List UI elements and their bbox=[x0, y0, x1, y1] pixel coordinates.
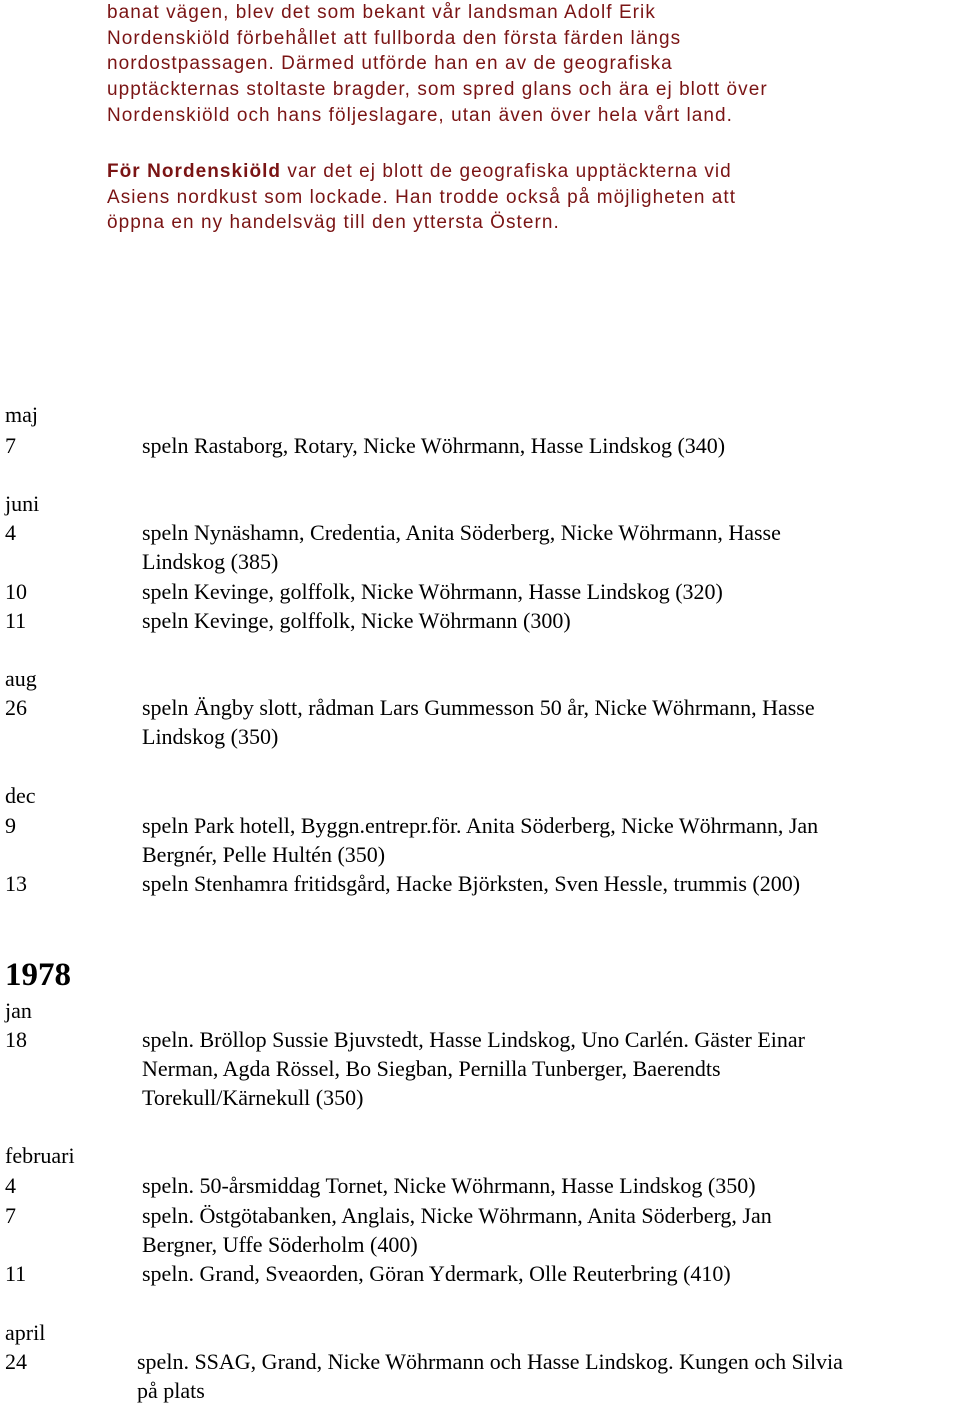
month-maj: maj bbox=[5, 402, 38, 427]
entry-day: 13 bbox=[5, 871, 27, 896]
entry-text: speln. Östgötabanken, Anglais, Nicke Wöhrmann, Anita Söderberg, Jan Bergner, Uffe Söderholm (400) bbox=[142, 1203, 772, 1258]
entry-text: speln Kevinge, golffolk, Nicke Wöhrmann, Hasse Lindskog (320) bbox=[142, 579, 723, 604]
entry-day: 11 bbox=[5, 608, 27, 633]
intro-paragraph-2 bbox=[107, 159, 952, 236]
entry-text: speln. Grand, Sveaorden, Göran Ydermark, Olle Reuterbring (410) bbox=[142, 1261, 731, 1286]
entry-day: 24 bbox=[5, 1349, 27, 1374]
entry-day: 18 bbox=[5, 1027, 27, 1052]
entry-text: speln Ängby slott, rådman Lars Gummesson 50 år, Nicke Wöhrmann, Hasse Lindskog (350) bbox=[142, 695, 815, 750]
month-juni: juni bbox=[5, 491, 40, 516]
entry-text: speln. SSAG, Grand, Nicke Wöhrmann och Hasse Lindskog. Kungen och Silvia på plats bbox=[137, 1349, 843, 1404]
entry-text: speln Park hotell, Byggn.entrepr.för. Anita Söderberg, Nicke Wöhrmann, Jan Bergnér, Pelle Hultén (350) bbox=[142, 813, 819, 868]
entry-text: speln Stenhamra fritidsgård, Hacke Björksten, Sven Hessle, trummis (200) bbox=[142, 871, 801, 896]
entry-day: 11 bbox=[5, 1261, 27, 1286]
entry-day: 10 bbox=[5, 579, 27, 604]
entry-day: 4 bbox=[5, 1173, 16, 1198]
month-februari: februari bbox=[5, 1143, 75, 1168]
month-aug: aug bbox=[5, 666, 37, 691]
entry-day: 4 bbox=[5, 520, 16, 545]
year-heading: 1978 bbox=[5, 957, 71, 993]
month-jan: jan bbox=[5, 998, 32, 1023]
entry-day: 9 bbox=[5, 813, 16, 838]
entry-day: 7 bbox=[5, 1203, 16, 1228]
entry-text: speln Kevinge, golffolk, Nicke Wöhrmann (300) bbox=[142, 608, 571, 633]
paragraph-2-rest: var det ej blott de geografiska upptäckterna vid Asiens nordkust som lockade. Han trodde också på möjligheten att öppna en ny handelsväg till den yttersta Östern. bbox=[107, 161, 737, 234]
entry-text: speln. 50-årsmiddag Tornet, Nicke Wöhrmann, Hasse Lindskog (350) bbox=[142, 1173, 756, 1198]
month-dec: dec bbox=[5, 783, 36, 808]
entry-day: 26 bbox=[5, 695, 27, 720]
entry-text: speln Rastaborg, Rotary, Nicke Wöhrmann, Hasse Lindskog (340) bbox=[142, 433, 726, 458]
nordenskiold-bold: För Nordenskiöld bbox=[107, 161, 282, 182]
entry-text: speln Nynäshamn, Credentia, Anita Söderberg, Nicke Wöhrmann, Hasse Lindskog (385) bbox=[142, 520, 781, 575]
entry-day: 7 bbox=[5, 433, 16, 458]
intro-paragraph-1: banat vägen, blev det som bekant vår landsman Adolf Erik Nordenskiöld förbehållet att fullborda den första färden längs nordostpassagen. Därmed utförde han en av de geografiska upptäckternas stoltaste bragder, som spred glans och ära ej blott över Nordenskiöld och hans följeslagare, utan även över hela vårt land. bbox=[107, 2, 768, 126]
entry-text: speln. Bröllop Sussie Bjuvstedt, Hasse Lindskog, Uno Carlén. Gäster Einar Nerman, Agda Rössel, Bo Siegban, Pernilla Tunberger, Baerendts Torekull/Kärnekull (350) bbox=[142, 1027, 805, 1111]
month-april: april bbox=[5, 1320, 46, 1345]
